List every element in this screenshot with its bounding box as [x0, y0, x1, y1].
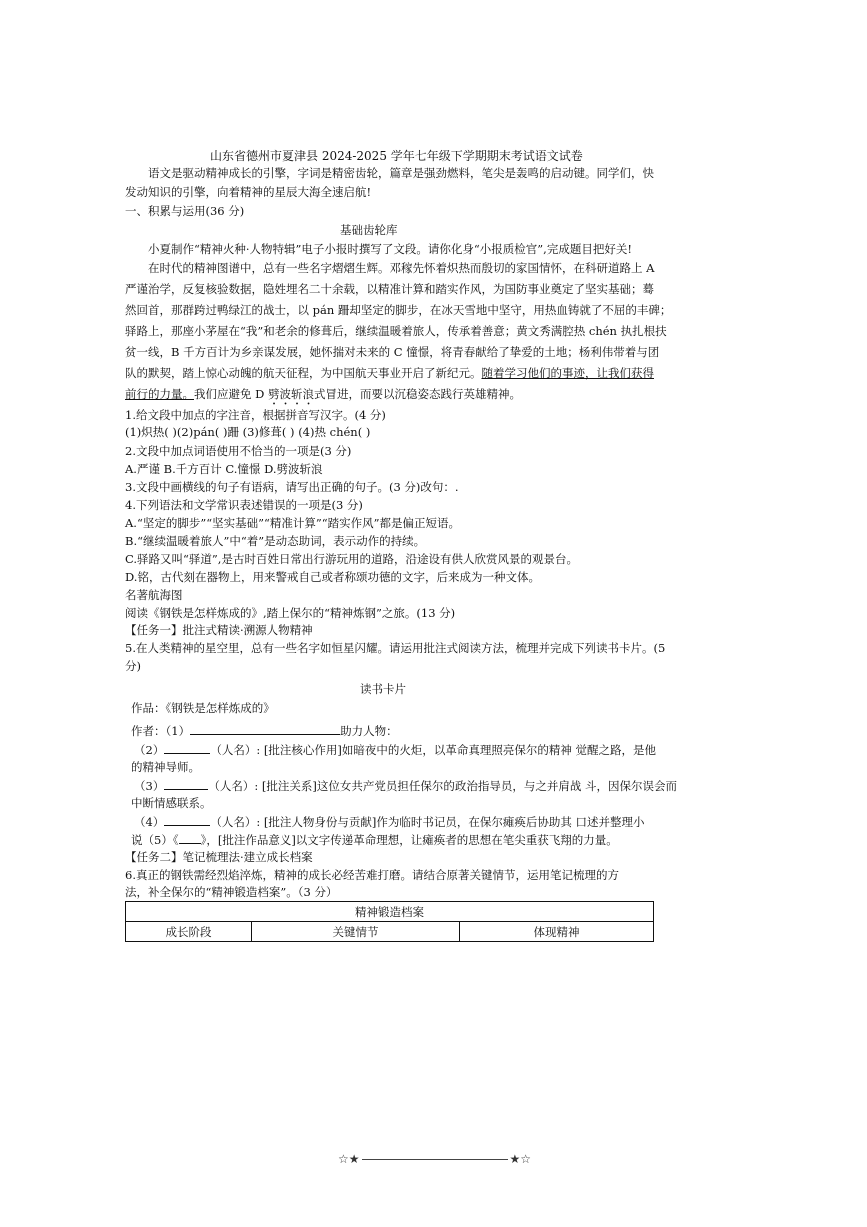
name-blank-3[interactable]	[164, 777, 208, 790]
novel-title-blank[interactable]	[179, 831, 201, 844]
card-row-3	[134, 777, 677, 794]
card-row-number: （3）	[134, 779, 165, 793]
passage-text: 式冒进，而要以沉稳姿态践行英雄精神。	[314, 387, 522, 401]
star-icon: ☆★	[338, 1152, 360, 1166]
question-5: 5.在人类精神的星空里，总有一些名字如恒星闪耀。请运用批注式阅读方法，梳理并完成下列读书卡片。(5	[125, 641, 666, 655]
name-blank-2[interactable]	[164, 741, 210, 754]
question-6-cont: 法，补全保尔的“精神锻造档案”。（3 分）	[125, 885, 338, 899]
growth-archive-table	[125, 901, 654, 942]
passage-line: 在时代的精神图谱中，总有一些名字熠熠生辉。邓稼先怀着炽热而殷切的家国情怀，在科研道路上 A	[148, 261, 655, 275]
dotted-word: 劈波斩浪	[268, 387, 315, 401]
author-blank[interactable]	[190, 722, 340, 735]
question-5-cont: 分)	[125, 659, 141, 673]
question-1: 1.给文段中加点的字注音，根据拼音写汉字。(4 分)	[125, 408, 386, 422]
question-3: 3.文段中画横线的句子有语病，请写出正确的句子。(3 分)改句：.	[125, 480, 459, 494]
table-header: 成长阶段	[126, 922, 252, 942]
exam-title: 山东省德州市夏津县 2024-2025 学年七年级下学期期末考试语文试卷	[210, 149, 583, 163]
passage-line: 严谨治学，反复核验数据，隐姓埋名二十余载，以精准计算和踏实作风，为国防事业奠定了坚实基础；蓦	[125, 282, 654, 296]
subsection-heading: 名著航海图	[125, 588, 183, 602]
card-row-text: 》，[批注作品意义]以文字传递革命理想，让瘫痪者的思想在笔尖重获飞翔的力量。	[200, 833, 618, 847]
passage-line	[125, 386, 521, 408]
question-6: 6.真正的钢铁需经烈焰淬炼，精神的成长必经苦难打磨。请结合原著关键情节，运用笔记梳理的方	[125, 868, 619, 882]
passage-line: 驿路上，那座小茅屋在“我”和老余的修葺后，继续温暖着旅人，传承着善意；黄文秀满腔热 chén 执扎根扶	[125, 324, 667, 338]
passage-line: 然回首，那群跨过鸭绿江的战士，以 pán 跚却坚定的脚步，在冰天雪地中坚守，用热血铸就了不屈的丰碑；	[125, 303, 672, 317]
card-helper-label: 助力人物：	[340, 724, 398, 738]
card-row-2-cont: 的精神导师。	[131, 760, 200, 774]
underlined-sentence: 随着学习他们的事迹，让我们获得	[481, 366, 654, 380]
star-icon: ★☆	[509, 1152, 532, 1166]
question-4-option-c: C.驿路又叫“驿道”,是古时百姓日常出行游玩用的道路，沿途设有供人欣赏风景的观景台。	[125, 552, 578, 566]
intro-line-2: 发动知识的引擎，向着精神的星辰大海全速启航!	[125, 185, 372, 199]
question-1-options: (1)炽热( )(2)pán( )跚 (3)修葺( ) (4)热 chén( )	[125, 425, 371, 439]
card-row-number: （2）	[134, 743, 165, 757]
intro-line-1: 语文是驱动精神成长的引擎，字词是精密齿轮，篇章是强劲燃料，笔尖是轰鸣的启动键。同学们，快	[148, 166, 654, 180]
card-row-4-cont	[131, 831, 618, 848]
underlined-sentence: 前行的力量。	[125, 387, 194, 401]
card-row-text: （人名）: [批注核心作用]如暗夜中的火炬，以革命真理照亮保尔的精神 觉醒之路，是他	[210, 743, 656, 757]
name-blank-4[interactable]	[164, 813, 210, 826]
table-header: 体现精神	[460, 922, 654, 942]
question-4-option-d: D.铭，古代刻在器物上，用来警戒自己或者称颂功德的文字，后来成为一种文体。	[125, 570, 540, 584]
card-row-3-cont: 中断情感联系。	[131, 796, 212, 810]
divider	[362, 1159, 508, 1160]
question-2-options: A.严谨 B.千方百计 C.憧憬 D.劈波斩浪	[125, 462, 323, 476]
card-row-2	[134, 741, 656, 758]
question-4: 4.下列语法和文学常识表述错误的一项是(3 分)	[125, 498, 363, 512]
task-2-heading: 【任务二】笔记梳理法·建立成长档案	[125, 850, 313, 864]
card-row-number: （4）	[134, 815, 165, 829]
subsection-heading: 基础齿轮库	[340, 223, 398, 237]
card-work: 作品：《钢铁是怎样炼成的》	[131, 701, 275, 715]
task-intro: 小夏制作“精神火种·人物特辑”电子小报时撰写了文段。请你化身“小报质检官”,完成题目把好关!	[148, 242, 632, 256]
card-row-text: 说（5）《	[131, 833, 179, 847]
question-4-option-b: B.“继续温暖着旅人”中“着”是动态助词，表示动作的持续。	[125, 534, 426, 548]
page-footer-ornament	[338, 1152, 531, 1166]
card-row-4	[134, 813, 644, 830]
task-1-heading: 【任务一】批注式精读·溯源人物精神	[125, 623, 313, 637]
question-2: 2.文段中加点词语使用不恰当的一项是(3 分)	[125, 444, 352, 458]
section-heading: 一、积累与运用(36 分)	[125, 204, 245, 218]
question-4-option-a: A.“坚定的脚步”“坚实基础”“精准计算”“踏实作风”都是偏正短语。	[125, 516, 460, 530]
passage-text: 我们应避免 D	[194, 387, 269, 401]
reading-intro: 阅读《钢铁是怎样炼成的》,踏上保尔的“精神炼钢”之旅。(13 分)	[125, 606, 456, 620]
card-author-line	[131, 722, 398, 739]
reading-card-title: 读书卡片	[360, 682, 406, 696]
passage-line: 贫一线，B 千方百计为乡亲谋发展，她怀揣对未来的 C 憧憬，将青春献给了挚爱的土地；杨利伟带着与团	[125, 345, 660, 359]
passage-text: 队的默契，踏上惊心动魄的航天征程，为中国航天事业开启了新纪元。	[125, 366, 482, 380]
card-row-text: （人名）: [批注人物身份与贡献]作为临时书记员，在保尔瘫痪后协助其 口述并整理小	[210, 815, 645, 829]
passage-line	[125, 365, 654, 381]
card-row-text: （人名）: [批注关系]这位女共产党员担任保尔的政治指导员，与之并肩战 斗，因保尔误会而	[208, 779, 677, 793]
card-author-label: 作者：（1）	[131, 724, 191, 738]
table-title: 精神锻造档案	[126, 902, 654, 922]
table-header: 关键情节	[252, 922, 460, 942]
